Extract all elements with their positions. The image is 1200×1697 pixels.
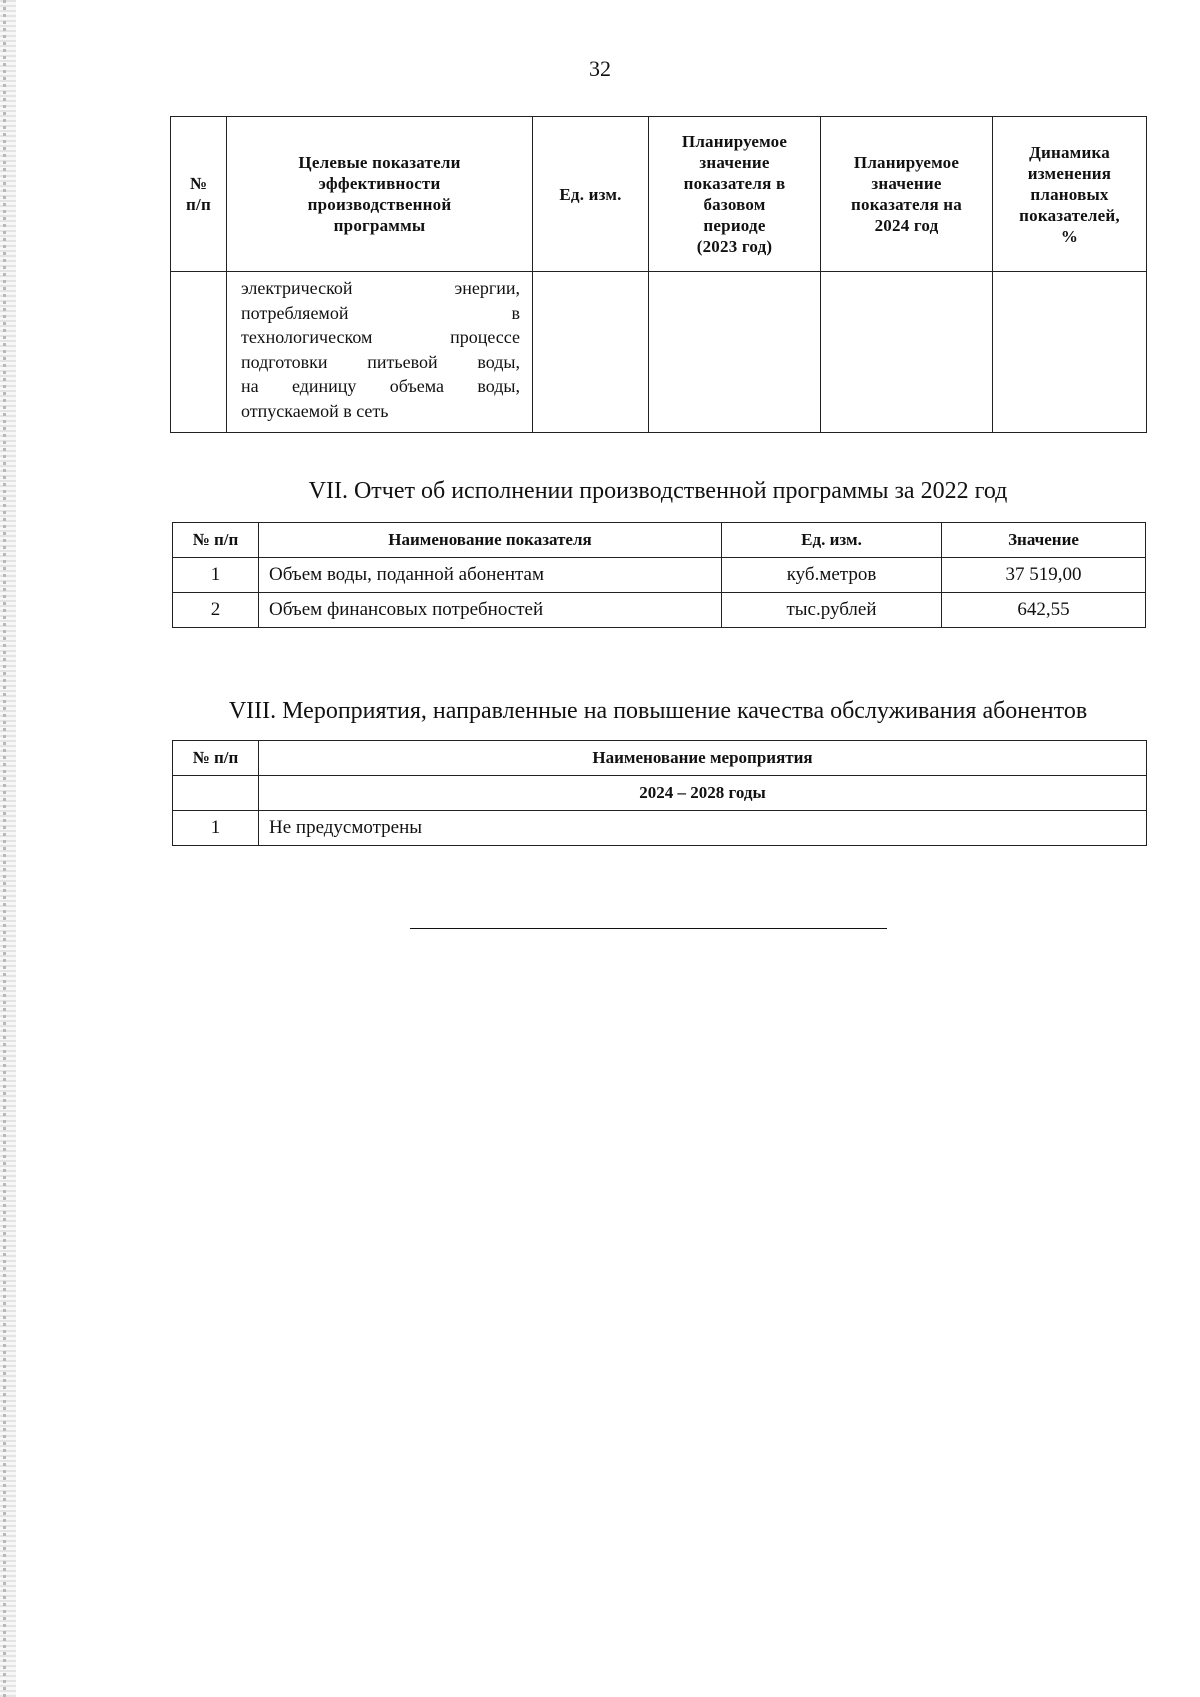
cell-num xyxy=(171,272,227,433)
cell-indicator-description xyxy=(227,272,533,433)
table-row xyxy=(173,558,1146,593)
section-7-title: VII. Отчет об исполнении производственной программы за 2022 год xyxy=(308,478,1008,504)
header-line: периоде xyxy=(703,216,766,235)
section-8-title: VIII. Мероприятия, направленные на повышение качества обслуживания абонентов xyxy=(228,698,1088,724)
cell-num: 2 xyxy=(173,593,259,628)
table-header-row xyxy=(173,741,1147,776)
header-line: показателей, xyxy=(1019,205,1120,225)
header-unit xyxy=(533,117,649,272)
header-line: % xyxy=(1060,226,1079,246)
header-line: значение xyxy=(699,153,770,172)
header-line: Динамика xyxy=(1029,142,1110,162)
header-line: (2023 год) xyxy=(696,237,773,256)
header-num: № п/п xyxy=(173,741,259,776)
cell-measure-name: Не предусмотрены xyxy=(259,811,1147,846)
header-line: 2024 год xyxy=(874,216,939,235)
cell-period: 2024 – 2028 годы xyxy=(259,776,1147,811)
header-line: производственной xyxy=(307,195,452,214)
header-value: Значение xyxy=(942,523,1146,558)
description-line: подготовки питьевой воды, xyxy=(241,351,520,372)
header-indicator-name: Наименование показателя xyxy=(259,523,722,558)
header-dynamics xyxy=(993,117,1147,272)
table-row xyxy=(171,272,1147,433)
cell-num: 1 xyxy=(173,558,259,593)
measures-table xyxy=(172,740,1147,846)
cell-empty xyxy=(173,776,259,811)
header-line: показателя в xyxy=(683,174,786,193)
header-line: Планируемое xyxy=(853,153,960,172)
header-unit: Ед. изм. xyxy=(722,523,942,558)
cell-indicator-name: Объем воды, поданной абонентам xyxy=(259,558,722,593)
header-line: № xyxy=(189,174,208,193)
header-indicators xyxy=(227,117,533,272)
report-table xyxy=(172,522,1146,628)
header-line: программы xyxy=(333,216,426,235)
header-line: показателя на xyxy=(851,195,962,214)
indicators-table xyxy=(170,116,1147,433)
period-row xyxy=(173,776,1147,811)
header-line: Целевые показатели xyxy=(298,153,461,172)
description-line: технологическом процессе xyxy=(241,327,520,348)
header-line: Планируемое xyxy=(681,132,788,151)
header-line: значение xyxy=(871,174,942,193)
cell-dynamics xyxy=(993,272,1147,433)
page-number: 32 xyxy=(589,56,611,81)
cell-unit: тыс.рублей xyxy=(722,593,942,628)
table-header-row xyxy=(171,117,1147,272)
header-line: эффективности xyxy=(318,174,441,193)
header-measure-name: Наименование мероприятия xyxy=(259,741,1147,776)
cell-indicator-name: Объем финансовых потребностей xyxy=(259,593,722,628)
header-plan-value xyxy=(821,117,993,272)
description-line: потребляемой в xyxy=(241,302,520,323)
cell-unit: куб.метров xyxy=(722,558,942,593)
scan-line-artifact xyxy=(3,0,6,1697)
closing-line xyxy=(410,928,887,929)
header-line: плановых xyxy=(1030,184,1109,204)
table-row xyxy=(173,593,1146,628)
header-base-value xyxy=(649,117,821,272)
table-row xyxy=(173,811,1147,846)
header-num xyxy=(171,117,227,272)
cell-unit xyxy=(533,272,649,433)
description-line: на единицу объема воды, xyxy=(241,376,520,397)
description-line: отпускаемой в сеть xyxy=(241,400,389,421)
header-line: Ед. изм. xyxy=(559,184,622,204)
header-line: изменения xyxy=(1027,163,1112,183)
cell-value: 642,55 xyxy=(942,593,1146,628)
cell-plan-value xyxy=(821,272,993,433)
description-line: электрической энергии, xyxy=(241,278,520,298)
header-line: п/п xyxy=(186,195,211,214)
cell-base-value xyxy=(649,272,821,433)
cell-value: 37 519,00 xyxy=(942,558,1146,593)
header-line: базовом xyxy=(703,195,766,214)
header-num: № п/п xyxy=(173,523,259,558)
cell-num: 1 xyxy=(173,811,259,846)
table-header-row xyxy=(173,523,1146,558)
